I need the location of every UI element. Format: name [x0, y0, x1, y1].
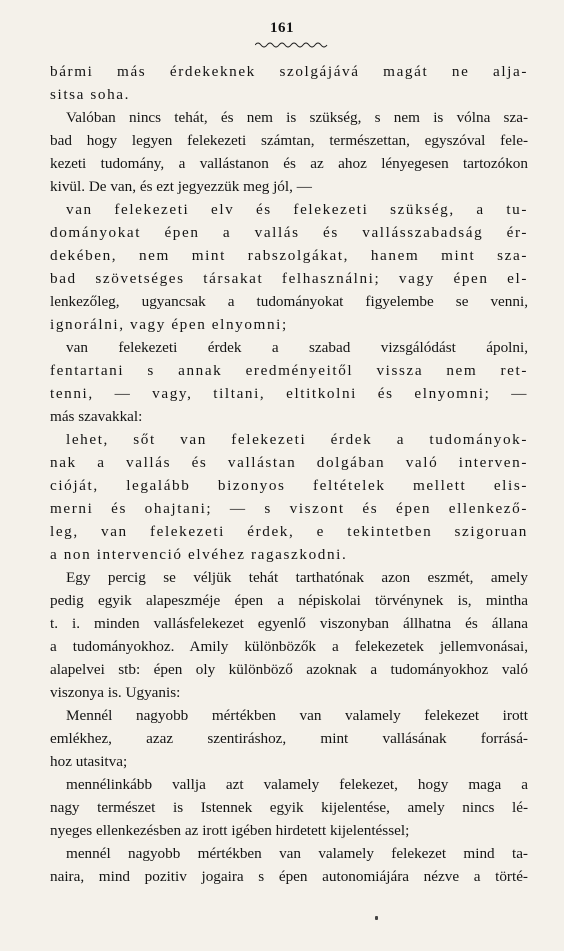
text-line: dományokat épen a vallás és vallásszabadság ér- — [50, 224, 528, 241]
text-line: merni és ohajtani; — s viszont és épen ellenkező- — [50, 500, 528, 517]
text-line: lehet, sőt van felekezeti érdek a tudományok- — [66, 431, 528, 448]
text-line: van felekezeti elv és felekezeti szükség, a tu- — [66, 201, 528, 218]
text-line: nak a vallás és vallástan dolgában való interven- — [50, 454, 528, 471]
text-line: ignorálni, vagy épen elnyomni; — [50, 316, 288, 333]
text-line: kezeti tudomány, a vallástanon és az ahoz lényegesen tartozókon — [50, 155, 528, 172]
body-text — [50, 60, 528, 888]
page-number: 161 — [270, 20, 294, 36]
text-line: nagy természet is Istennek egyik kijelentése, amely nincs lé- — [50, 799, 528, 816]
text-line: Egy percig se véljük tehát tarthatónak azon eszmét, amely — [66, 569, 528, 586]
text-line: pedig egyik alapeszméje épen a népiskolai törvénynek is, mintha — [50, 592, 528, 609]
text-line: mennél nagyobb mértékben van valamely felekezet mind ta- — [66, 845, 528, 862]
text-line: emlékhez, azaz szentiráshoz, mint vallásának forrásá- — [50, 730, 528, 747]
page-number-ornament — [255, 41, 329, 49]
text-line: fentartani s annak eredményeitől vissza nem ret- — [50, 362, 528, 379]
text-line: a tudományokhoz. Amily különbözők a felekezetek jellemvonásai, — [50, 638, 528, 655]
text-line: bármi más érdekeknek szolgájává magát ne alja- — [50, 63, 528, 80]
text-line: van felekezeti érdek a szabad vizsgálódást ápolni, — [66, 339, 528, 356]
text-line: bad szövetséges társakat felhasználni; vagy épen el- — [50, 270, 528, 287]
text-line: a non intervenció elvéhez ragaszkodni. — [50, 546, 348, 563]
text-line: cióját, legalább bizonyos feltételek mellett elis- — [50, 477, 528, 494]
text-line: nyeges ellenkezésben az irott igében hirdetett kijelentéssel; — [50, 822, 410, 839]
text-line: hoz utasitva; — [50, 753, 128, 770]
text-line: más szavakkal: — [50, 408, 143, 425]
text-line: bad hogy legyen felekezeti számtan, természettan, egyszóval fele- — [50, 132, 528, 149]
text-line: kivül. De van, és ezt jegyezzük meg jól, — — [50, 178, 312, 195]
text-line: Mennél nagyobb mértékben van valamely felekezet irott — [66, 707, 528, 724]
text-line: alapelvei stb: épen oly különböző azoknak a tudományokhoz való — [50, 661, 528, 678]
text-line: sitsa soha. — [50, 86, 131, 103]
text-line: mennélinkább vallja azt valamely felekezet, hogy maga a — [66, 776, 528, 793]
text-line: lenkezőleg, ugyancsak a tudományokat figyelembe se venni, — [50, 293, 528, 310]
ink-mark — [375, 916, 378, 920]
text-line: leg, van felekezeti érdek, e tekintetben szigoruan — [50, 523, 528, 540]
text-line: naira, mind pozitiv jogaira s épen autonomiájára nézve a törté- — [50, 868, 528, 885]
text-line: t. i. minden vallásfelekezet egyenlő viszonyban állhatna és állana — [50, 615, 528, 632]
text-line: dekében, nem mint rabszolgákat, hanem mint sza- — [50, 247, 528, 264]
text-line: viszonya is. Ugyanis: — [50, 684, 181, 701]
text-line: Valóban nincs tehát, és nem is szükség, s nem is vólna sza- — [66, 109, 528, 126]
text-line: tenni, — vagy, tiltani, eltitkolni és elnyomni; — — [50, 385, 528, 402]
